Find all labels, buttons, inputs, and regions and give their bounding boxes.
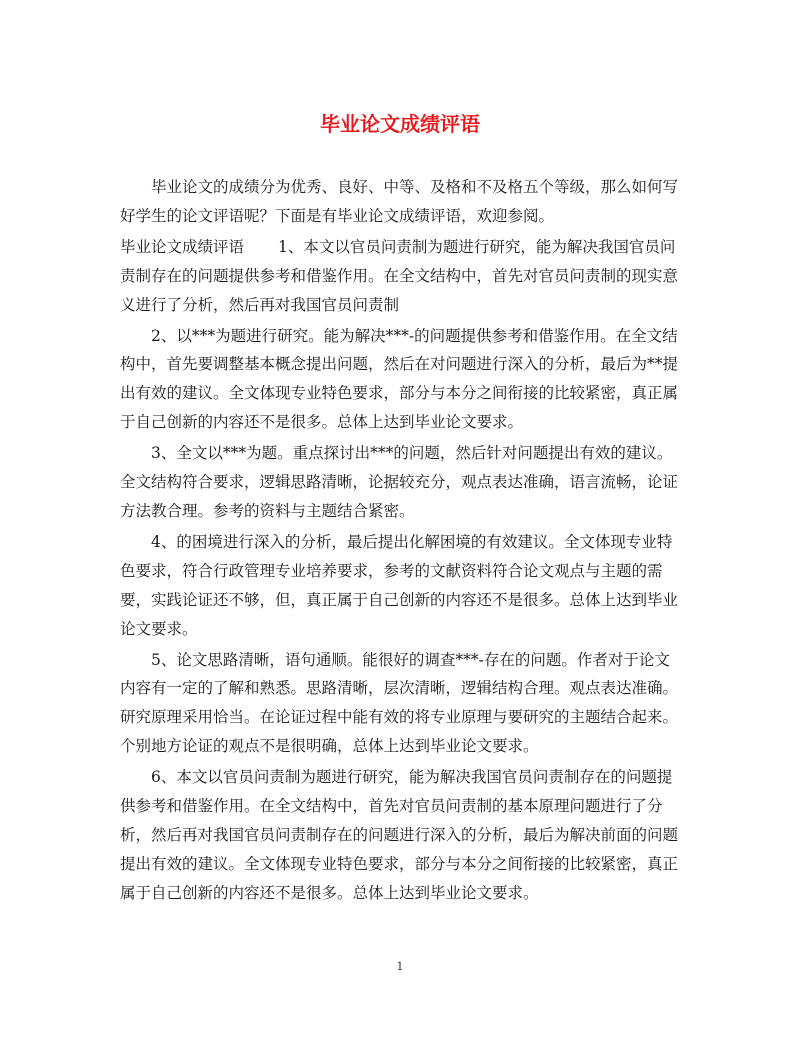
comment-item-3: 3、全文以***为题。重点探讨出***的问题，然后针对问题提出有效的建议。全文结构符合要求，逻辑思路清晰，论据较充分，观点表达准确，语言流畅，论证方法教合理。参考的资料与主题结合紧密。: [120, 444, 679, 520]
comment-item-4: 4、的困境进行深入的分析，最后提出化解困境的有效建议。全文体现专业特色要求，符合行政管理专业培养要求，参考的文献资料符合论文观点与主题的需要，实践论证还不够，但，真正属于自己创新的内容还不是很多。总体上达到毕业论文要求。: [120, 532, 679, 638]
document-title: 毕业论文成绩评语: [320, 112, 480, 136]
page-number: 1: [396, 960, 404, 973]
comment-item-5: 5、论文思路清晰，语句通顺。能很好的调查***-存在的问题。作者对于论文内容有一定的了解和熟悉。思路清晰，层次清晰，逻辑结构合理。观点表达准确。研究原理采用恰当。在论证过程中能有效的将专业原理与要研究的主题结合起来。个别地方论证的观点不是很明确，总体上达到毕业论文要求。: [120, 650, 679, 756]
comment-item-6: 6、本文以官员问责制为题进行研究，能为解决我国官员问责制存在的问题提供参考和借鉴作用。在全文结构中，首先对官员问责制的基本原理问题进行了分析，然后再对我国官员问责制存在的问题进行深入的分析，最后为解决前面的问题提出有效的建议。全文体现专业特色要求，部分与本分之间衔接的比较紧密，真正属于自己创新的内容还不是很多。总体上达到毕业论文要求。: [120, 768, 679, 902]
document-body: [120, 173, 682, 908]
first-comment-paragraph: [120, 233, 682, 320]
comment-item-2: 2、以***为题进行研究。能为解决***-的问题提供参考和借鉴作用。在全文结构中，首先要调整基本概念提出问题，然后在对问题进行深入的分析，最后为**提出有效的建议。全文体现专业特色要求，部分与本分之间衔接的比较紧密，真正属于自己创新的内容还不是很多。总体上达到毕业论文要求。: [120, 326, 679, 432]
section-heading: 毕业论文成绩评语: [120, 237, 245, 256]
intro-paragraph: 毕业论文的成绩分为优秀、良好、中等、及格和不及格五个等级，那么如何写好学生的论文评语呢？下面是有毕业论文成绩评语，欢迎参阅。: [120, 178, 679, 225]
comment-item-1: 1、本文以官员问责制为题进行研究，能为解决我国官员问责制存在的问题提供参考和借鉴作用。在全文结构中，首先对官员问责制的现实意义进行了分析，然后再对我国官员问责制: [120, 237, 679, 314]
